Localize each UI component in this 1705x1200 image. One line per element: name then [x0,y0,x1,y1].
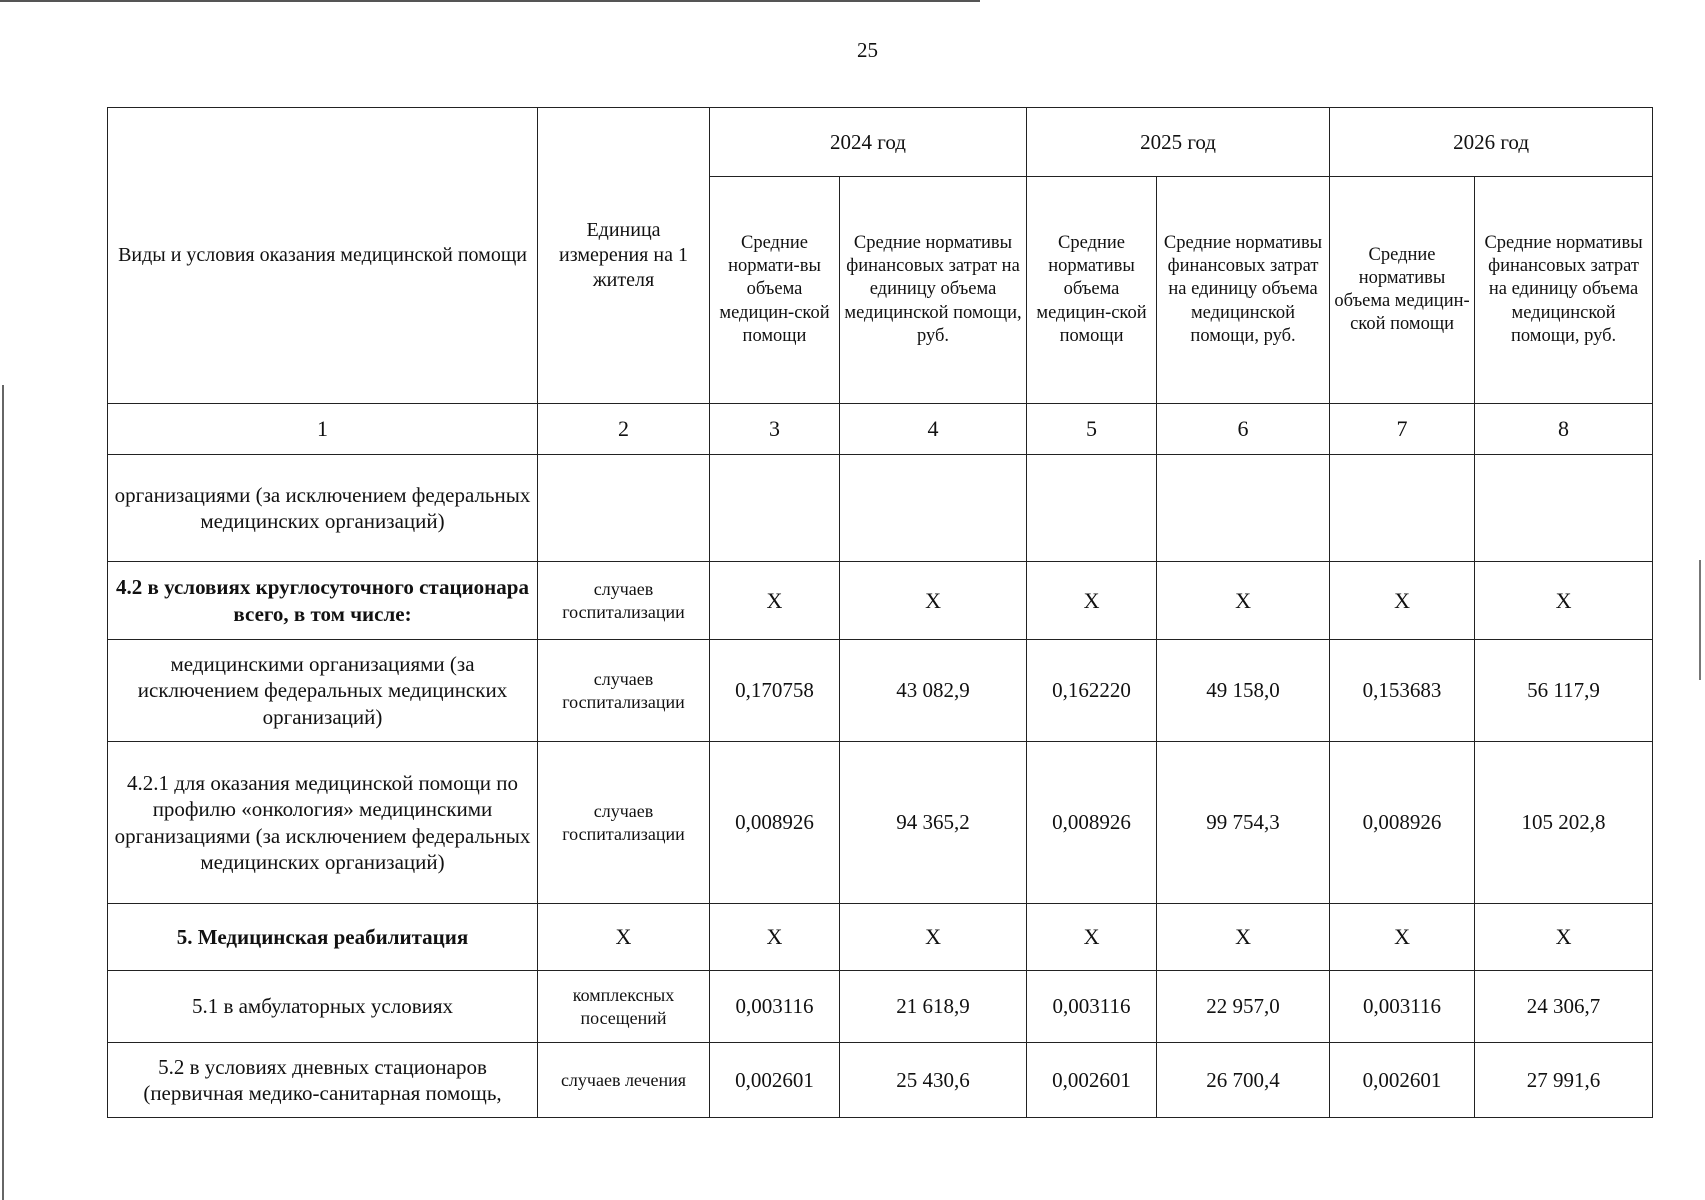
column-number-row [108,404,1653,455]
cell-cost-2026: 27 991,6 [1475,1043,1653,1118]
row-unit: случаев госпитализации [538,640,710,742]
cell-cost-2025: 49 158,0 [1157,640,1330,742]
header-cost-2024: Средние нормативы финансовых затрат на единицу объема медицинской помощи, руб. [840,177,1027,404]
row-description: 5.1 в амбулаторных условиях [108,971,538,1043]
header-row-years [108,108,1653,177]
table-row [108,904,1653,971]
cell-cost-2024: 25 430,6 [840,1043,1027,1118]
header-type-of-care: Виды и условия оказания медицинской помощи [108,108,538,404]
cell-cost-2024: X [840,904,1027,971]
cell-volume-2026: 0,153683 [1330,640,1475,742]
row-unit: случаев госпитализации [538,562,710,640]
row-unit [538,455,710,562]
cell-cost-2025: 22 957,0 [1157,971,1330,1043]
cell-cost-2024: 43 082,9 [840,640,1027,742]
header-cost-2026: Средние нормативы финансовых затрат на единицу объема медицинской помощи, руб. [1475,177,1653,404]
row-unit: X [538,904,710,971]
cell-volume-2024: X [710,904,840,971]
column-number: 7 [1330,404,1475,455]
row-description: 4.2 в условиях круглосуточного стационара всего, в том числе: [108,562,538,640]
header-volume-2026: Средние нормативы объема медицин-ской помощи [1330,177,1475,404]
cell-volume-2024: 0,170758 [710,640,840,742]
cell-volume-2025: 0,002601 [1027,1043,1157,1118]
cell-volume-2026 [1330,455,1475,562]
cell-cost-2025: X [1157,904,1330,971]
cell-cost-2026: 56 117,9 [1475,640,1653,742]
table-row [108,971,1653,1043]
cell-cost-2026: X [1475,562,1653,640]
column-number: 5 [1027,404,1157,455]
cell-cost-2026: X [1475,904,1653,971]
row-unit: комплексных посещений [538,971,710,1043]
table-row [108,742,1653,904]
cell-cost-2026 [1475,455,1653,562]
header-year-2025: 2025 год [1027,108,1330,177]
cell-cost-2024: 94 365,2 [840,742,1027,904]
cell-volume-2024 [710,455,840,562]
cell-volume-2026: 0,003116 [1330,971,1475,1043]
cell-volume-2025: X [1027,562,1157,640]
column-number: 8 [1475,404,1653,455]
table-row [108,640,1653,742]
table-row [108,455,1653,562]
scan-right-edge [1699,560,1701,680]
row-description: 4.2.1 для оказания медицинской помощи по профилю «онкология» медицинскими организациями (за исключением федеральных медицинских организаций) [108,742,538,904]
cell-cost-2024: X [840,562,1027,640]
row-description: организациями (за исключением федеральных медицинских организаций) [108,455,538,562]
row-unit: случаев госпитализации [538,742,710,904]
cell-volume-2024: 0,008926 [710,742,840,904]
header-year-2026: 2026 год [1330,108,1653,177]
column-number: 4 [840,404,1027,455]
cell-volume-2026: X [1330,562,1475,640]
cell-cost-2026: 105 202,8 [1475,742,1653,904]
header-volume-2024: Средние нормати-вы объема медицин-ской помощи [710,177,840,404]
page-number: 25 [857,38,878,62]
cell-volume-2024: 0,002601 [710,1043,840,1118]
cell-volume-2025: 0,162220 [1027,640,1157,742]
scan-left-edge [2,385,4,1200]
table-row [108,562,1653,640]
cell-cost-2025: 26 700,4 [1157,1043,1330,1118]
cell-volume-2026: 0,002601 [1330,1043,1475,1118]
cell-cost-2025: X [1157,562,1330,640]
header-cost-2025: Средние нормативы финансовых затрат на единицу объема медицинской помощи, руб. [1157,177,1330,404]
cell-volume-2026: 0,008926 [1330,742,1475,904]
scan-top-border [0,0,980,2]
column-number: 6 [1157,404,1330,455]
cell-cost-2025: 99 754,3 [1157,742,1330,904]
column-number: 3 [710,404,840,455]
column-number: 1 [108,404,538,455]
cell-cost-2024 [840,455,1027,562]
cell-cost-2026: 24 306,7 [1475,971,1653,1043]
cell-volume-2024: 0,003116 [710,971,840,1043]
norms-table [107,107,1653,1118]
cell-volume-2025 [1027,455,1157,562]
cell-cost-2025 [1157,455,1330,562]
header-unit: Единица измерения на 1 жителя [538,108,710,404]
table-row [108,1043,1653,1118]
cell-volume-2025: 0,008926 [1027,742,1157,904]
cell-cost-2024: 21 618,9 [840,971,1027,1043]
row-description: 5. Медицинская реабилитация [108,904,538,971]
row-description: 5.2 в условиях дневных стационаров (первичная медико-санитарная помощь, [108,1043,538,1118]
cell-volume-2025: 0,003116 [1027,971,1157,1043]
column-number: 2 [538,404,710,455]
row-unit: случаев лечения [538,1043,710,1118]
cell-volume-2025: X [1027,904,1157,971]
header-year-2024: 2024 год [710,108,1027,177]
row-description: медицинскими организациями (за исключением федеральных медицинских организаций) [108,640,538,742]
cell-volume-2026: X [1330,904,1475,971]
header-volume-2025: Средние нормативы объема медицин-ской помощи [1027,177,1157,404]
cell-volume-2024: X [710,562,840,640]
